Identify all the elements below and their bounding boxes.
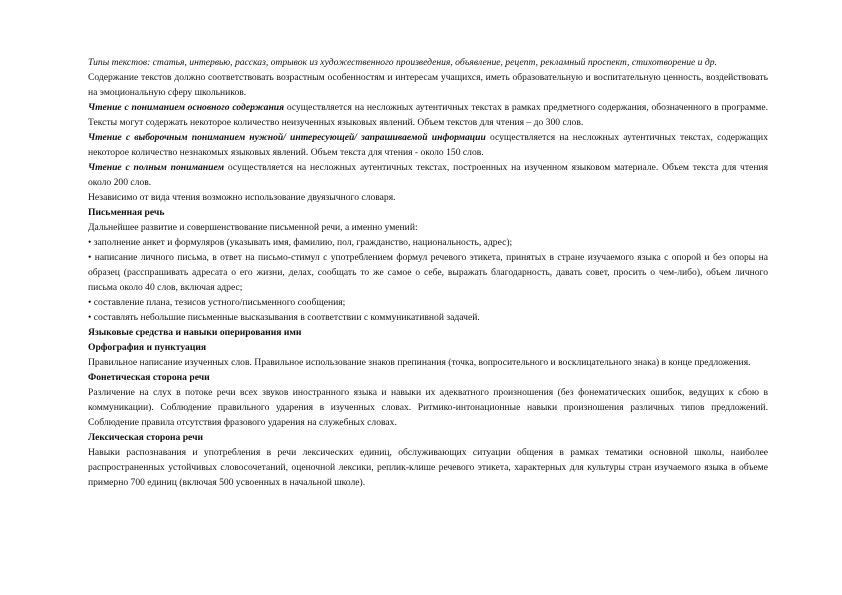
orthography-text: Правильное написание изученных слов. Правильное использование знаков препинания (точка, вопросительного и восклицательного знака) в конце предложения. [88, 357, 751, 368]
phonetics-text: Различение на слух в потоке речи всех звуков иностранного языка и навыки их адекватного произношения (без фонематических ошибок, ведущих к сбою в коммуникации). Соблюдение правильного ударения в изученных словах. Ритмико-интонационные навыки произношения различных типов предложений. Соблюдение правила отсутствия фразового ударения на служебных словах. [88, 387, 768, 428]
heading-writing [88, 205, 768, 220]
paragraph-text-content [88, 70, 768, 100]
reading-selective-lead: Чтение с выборочным пониманием нужной/ интересующей/ запрашиваемой информации [88, 132, 486, 143]
paragraph-writing-intro [88, 220, 768, 235]
paragraph-reading-selective [88, 130, 768, 160]
bullet-short-statements: • составлять небольшие письменные высказывания в соответствии с коммуникативной задачей. [88, 312, 480, 323]
bullet-letter: • написание личного письма, в ответ на письмо-стимул с употреблением формул речевого этикета, принятых в стране изучаемого языка с опорой и без опоры на образец (расспрашивать адресата о его жизни, делах, сообщать то же самое о себе, выражать благодарность, давать совет, просить о чем-либо), объем личного письма около 40 слов, включая адрес; [88, 252, 768, 293]
writing-heading-text: Письменная речь [88, 207, 165, 218]
reading-main-rest: осуществляется на несложных аутентичных текстах в рамках предметного содержания, обозначенного в программе. Тексты могут содержать некоторое количество неизученных языковых явлений. Объем текстов для чтения – до 300 слов. [88, 102, 768, 128]
list-item [88, 295, 768, 310]
reading-selective-rest: осуществляется на несложных аутентичных текстах, содержащих некоторое количество незнакомых языковых явлений. Объем текста для чтения - около 150 слов. [88, 132, 768, 158]
writing-intro-text: Дальнейшее развитие и совершенствование письменной речи, а именно умений: [88, 222, 418, 233]
bullet-plan: • составление плана, тезисов устного/письменного сообщения; [88, 297, 346, 308]
text-types-lead: Типы текстов [88, 57, 148, 68]
heading-orthography [88, 340, 768, 355]
paragraph-lexis [88, 445, 768, 490]
dictionary-text: Независимо от вида чтения возможно использование двуязычного словаря. [88, 192, 396, 203]
list-item [88, 310, 768, 325]
heading-language-means [88, 325, 768, 340]
list-item [88, 250, 768, 295]
heading-phonetics [88, 370, 768, 385]
paragraph-phonetics [88, 385, 768, 430]
text-types-rest: : статья, интервью, рассказ, отрывок из художественного произведения, объявление, рецепт, рекламный проспект, стихотворение и др. [147, 57, 717, 68]
paragraph-reading-main [88, 100, 768, 130]
bullet-forms: • заполнение анкет и формуляров (указывать имя, фамилию, пол, гражданство, национальность, адрес); [88, 237, 513, 248]
list-item [88, 235, 768, 250]
lexis-heading-text: Лексическая сторона речи [88, 432, 204, 443]
paragraph-orthography [88, 355, 768, 370]
heading-lexis [88, 430, 768, 445]
paragraph-reading-full [88, 160, 768, 190]
reading-full-rest: осуществляется на несложных аутентичных текстах, построенных на изученном языковом материале. Объем текста для чтения около 200 слов. [88, 162, 768, 188]
document-body [88, 55, 768, 490]
language-means-heading-text: Языковые средства и навыки оперирования ими [88, 327, 302, 338]
orthography-heading-text: Орфография и пунктуация [88, 342, 207, 353]
text-content: Содержание текстов должно соответствовать возрастным особенностям и интересам учащихся, иметь образовательную и воспитательную ценность, воздействовать на эмоциональную сферу школьников. [88, 72, 768, 98]
paragraph-text-types [88, 55, 768, 70]
paragraph-dictionary [88, 190, 768, 205]
reading-full-lead: Чтение с полным пониманием [88, 162, 225, 173]
reading-main-lead: Чтение с пониманием основного содержания [88, 102, 285, 113]
lexis-text: Навыки распознавания и употребления в речи лексических единиц, обслуживающих ситуации общения в рамках тематики основной школы, наиболее распространенных устойчивых словосочетаний, оценочной лексики, реплик-клише речевого этикета, характерных для культуры стран изучаемого языка в объеме примерно 700 единиц (включая 500 усвоенных в начальной школе). [88, 447, 768, 488]
phonetics-heading-text: Фонетическая сторона речи [88, 372, 210, 383]
